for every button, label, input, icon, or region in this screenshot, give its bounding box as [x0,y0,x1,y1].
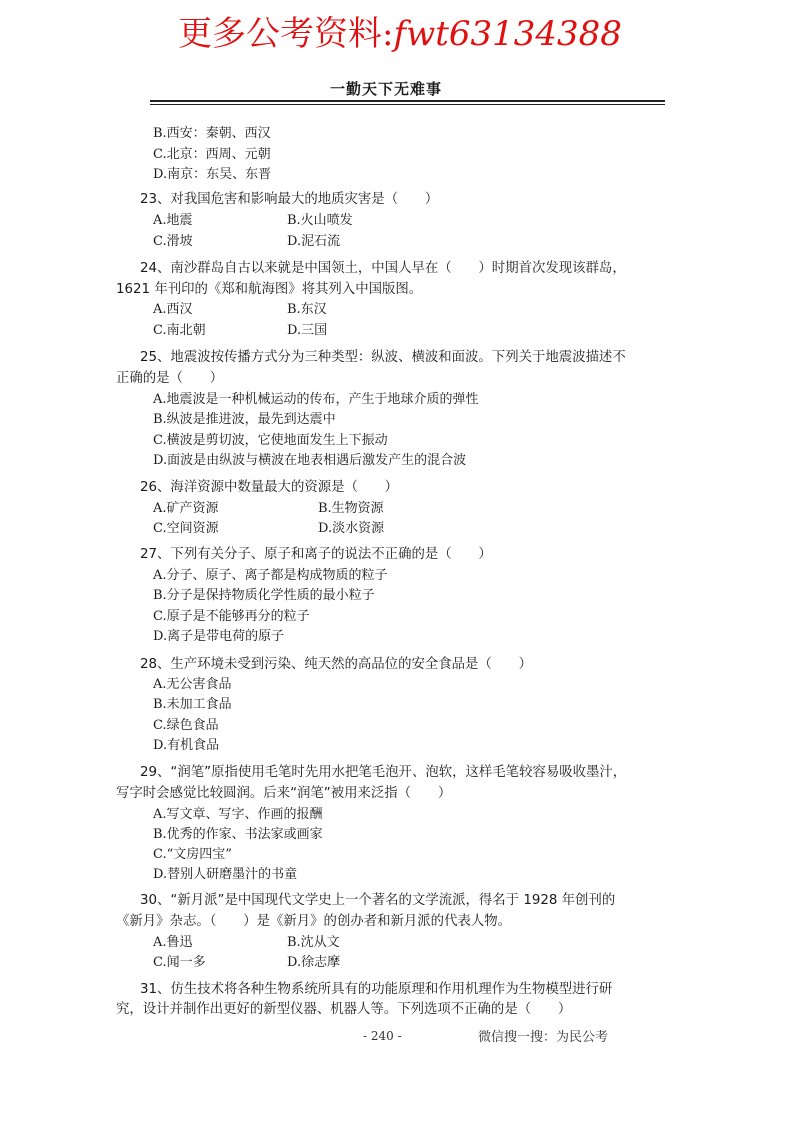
option-line: D.徐志摩 [287,955,341,970]
option-line: A.无公害食品 [153,677,232,692]
option-line: D.有机食品 [153,738,220,753]
option-line: B.火山喷发 [287,213,353,228]
option-line: C.绿色食品 [153,718,219,733]
option-line: D.南京：东吴、东晋 [153,167,272,182]
option-line: D.离子是带电荷的原子 [153,629,285,644]
option-line: A.写文章、写字、作画的报酬 [153,807,323,822]
option-line: B.优秀的作家、书法家或画家 [153,827,323,842]
option-line: B.西安：秦朝、西汉 [153,126,271,141]
option-line: D.泥石流 [287,234,341,249]
option-line: D.替别人研磨墨汁的书童 [153,867,298,882]
option-line: A.矿产资源 [153,501,219,516]
question-stem: 30、“新月派”是中国现代文学史上一个著名的文学流派，得名于 1928 年创刊的 [140,893,616,908]
question-stem: 31、仿生技术将各种生物系统所具有的功能原理和作用机理作为生物模型进行研 [140,982,613,997]
promo-banner-text: 更多公考资料: [178,14,394,54]
question-stem: 究，设计并制作出更好的新型仪器、机器人等。下列选项不正确的是（ ） [116,1002,572,1017]
option-line: C.原子是不能够再分的粒子 [153,609,310,624]
option-line: C.“文房四宝” [153,847,232,862]
option-line: C.南北朝 [153,323,206,338]
option-line: B.东汉 [287,302,327,317]
option-line: A.地震 [153,213,193,228]
option-line: D.淡水资源 [318,521,385,536]
option-line: B.生物资源 [318,501,384,516]
option-line: C.横波是剪切波，它使地面发生上下振动 [153,433,388,448]
question-stem: 1621 年刊印的《郑和航海图》将其列入中国版图。 [116,282,423,297]
question-stem: 正确的是（ ） [116,371,224,386]
footer-tag: 微信搜一搜：为民公考 [478,1030,609,1045]
question-stem: 23、对我国危害和影响最大的地质灾害是（ ） [140,192,439,207]
option-line: C.北京：西周、元朝 [153,147,271,162]
header-rule-thin [150,104,665,105]
option-line: C.闻一多 [153,955,206,970]
option-line: B.纵波是推进波，最先到达震中 [153,412,336,427]
header-rule-thick [150,100,665,102]
question-stem: 25、地震波按传播方式分为三种类型：纵波、横波和面波。下列关于地震波描述不 [140,350,626,365]
question-stem: 27、下列有关分子、原子和离子的说法不正确的是（ ） [140,547,492,562]
option-line: A.鲁迅 [153,935,193,950]
page-header-slogan: 一勤天下无难事 [330,80,443,98]
question-stem: 24、南沙群岛自古以来就是中国领土，中国人早在（ ）时期首次发现该群岛， [140,261,626,276]
question-stem: 《新月》杂志。（ ）是《新月》的创办者和新月派的代表人物。 [116,914,512,929]
promo-banner [0,6,800,55]
page-number: - 240 - [363,1029,402,1043]
option-line: B.未加工食品 [153,697,232,712]
option-line: D.三国 [287,323,328,338]
promo-banner-code: fwt63134388 [393,14,622,54]
question-stem: 26、海洋资源中数量最大的资源是（ ） [140,480,399,495]
option-line: B.沈从文 [287,935,340,950]
question-stem: 28、生产环境未受到污染、纯天然的高品位的安全食品是（ ） [140,657,532,672]
option-line: A.西汉 [153,302,193,317]
option-line: C.滑坡 [153,234,193,249]
option-line: A.分子、原子、离子都是构成物质的粒子 [153,568,388,583]
option-line: A.地震波是一种机械运动的传布，产生于地球介质的弹性 [153,392,479,407]
option-line: C.空间资源 [153,521,219,536]
option-line: D.面波是由纵波与横波在地表相遇后激发产生的混合波 [153,453,467,468]
question-stem: 29、“润笔”原指使用毛笔时先用水把笔毛泡开、泡软，这样毛笔较容易吸收墨汁， [140,765,627,780]
question-stem: 写字时会感觉比较圆润。后来“润笔”被用来泛指（ ） [116,786,452,801]
option-line: B.分子是保持物质化学性质的最小粒子 [153,588,375,603]
